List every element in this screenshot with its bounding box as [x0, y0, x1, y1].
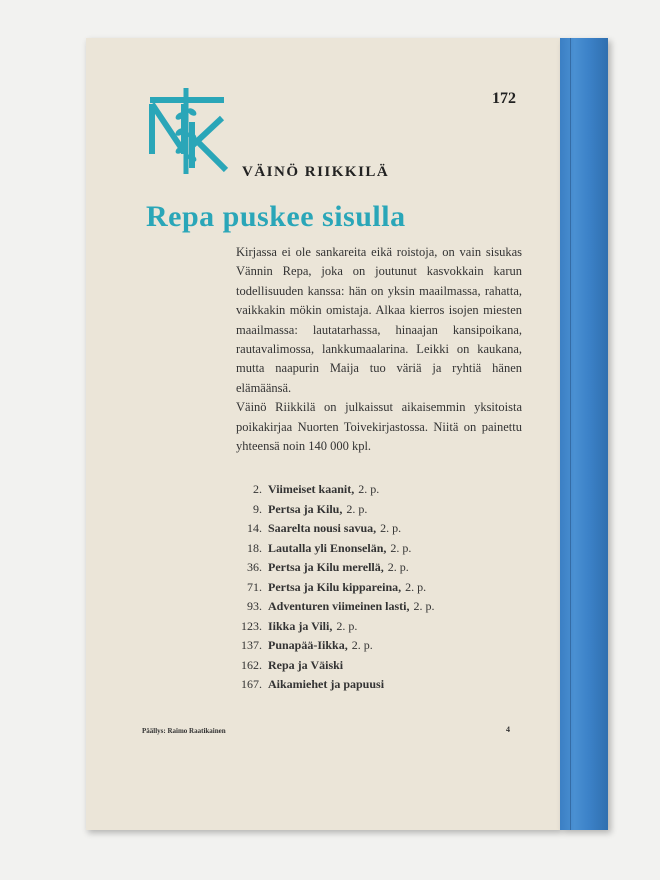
- list-item: 123. Iikka ja Vili, 2. p.: [241, 618, 358, 633]
- page-number: 4: [506, 725, 510, 734]
- author-name: VÄINÖ RIIKKILÄ: [242, 164, 390, 180]
- list-item: 167. Aikamiehet ja papuusi: [241, 677, 385, 691]
- blurb: [236, 243, 522, 456]
- spine-hinge: [570, 38, 571, 830]
- book-title: Repa puskee sisulla: [146, 200, 406, 233]
- back-cover: [86, 38, 560, 830]
- list-item: 14. Saarelta nousi savua, 2. p.: [247, 521, 402, 535]
- list-item: 2. Viimeiset kaanit, 2. p.: [253, 482, 380, 496]
- ntk-logo-icon: [146, 86, 236, 178]
- list-item: 71. Pertsa ja Kilu kippareina, 2. p.: [247, 579, 427, 594]
- book: [86, 38, 608, 830]
- series-number: 172: [492, 90, 516, 107]
- book-list: [236, 480, 536, 695]
- cover-credit: Päällys: Raimo Raatikainen: [142, 727, 226, 735]
- list-item: 18. Lautalla yli Enonselän, 2. p.: [247, 540, 412, 555]
- list-item: 36. Pertsa ja Kilu merellä, 2. p.: [247, 560, 409, 574]
- list-item: 162. Repa ja Väiski: [241, 657, 344, 672]
- blurb-paragraph: Kirjassa ei ole sankareita eikä roistoja, on vain sisukas Vännin Repa, joka on joutunut kasvokkain karun todellisuuden kanssa: hän on yksin maailmassa, rahatta, vaikkakin mökin omistaja. Alkaa kierros isojen miesten maailmassa: lautatarhassa, hinaajan kansipoikana, rautavalimossa, lankkumaalarina. Leikki on kaukana, mutta naapurin Maija tuo väriä ja ryhtiä hänen elämäänsä.: [236, 245, 522, 395]
- book-spine: [560, 38, 608, 830]
- ntk-logo: [146, 86, 236, 183]
- list-item: 137. Punapää-Iikka, 2. p.: [241, 638, 373, 652]
- list-item: 9. Pertsa ja Kilu, 2. p.: [253, 501, 368, 516]
- blurb-paragraph: Väinö Riikkilä on julkaissut aikaisemmin yksitoista poikakirjaa Nuorten Toivekirjastossa. Niitä on painettu yhteensä noin 140 000 kpl.: [236, 400, 522, 454]
- list-item: 93. Adventuren viimeinen lasti, 2. p.: [247, 599, 435, 613]
